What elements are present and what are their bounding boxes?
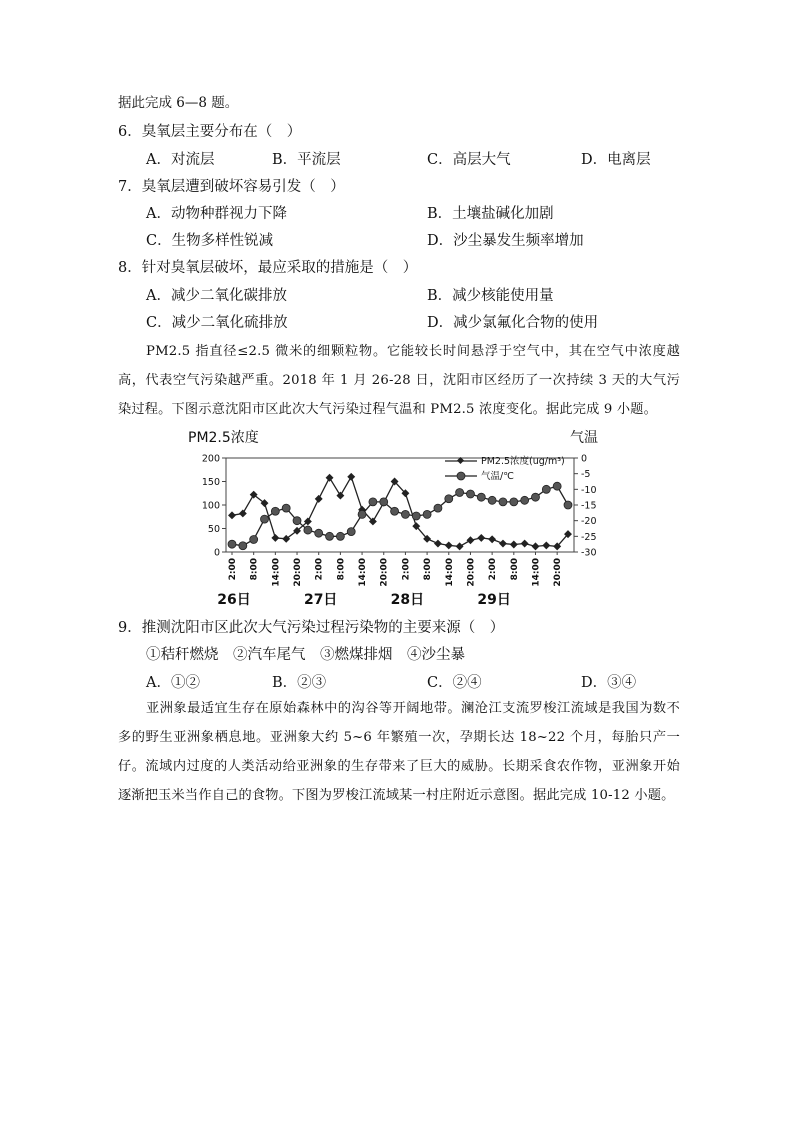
legend-label-pm25: PM2.5浓度(ug/m³) <box>481 456 565 467</box>
left-tick-label: 200 <box>201 453 220 465</box>
left-tick-label: 0 <box>213 547 220 559</box>
question-6-option-c[interactable]: C．高层大气 <box>427 152 511 168</box>
question-7-option-d[interactable]: D．沙尘暴发生频率增加 <box>427 233 584 249</box>
temperature-point <box>434 504 442 512</box>
right-tick-label: -10 <box>581 484 597 496</box>
right-tick-label: 0 <box>581 453 588 465</box>
pm25-point <box>521 540 529 548</box>
temperature-point <box>239 542 247 550</box>
temperature-point <box>499 498 507 506</box>
question-9-stem: 9．推测沈阳市区此次大气污染过程污染物的主要来源（ ） <box>118 620 505 636</box>
pm25-point <box>542 541 550 549</box>
x-tick-label: 20:00 <box>466 558 477 587</box>
right-tick-label: -5 <box>581 469 591 481</box>
question-8-option-a[interactable]: A．减少二氧化碳排放 <box>146 288 287 304</box>
pm25-point <box>228 511 236 519</box>
passage-10-12: 亚洲象最适宜生存在原始森林中的沟谷等开阔地带。澜沧江支流罗梭江流域是我国为数不多的野生亚洲象栖息地。亚洲象大约 5~6 年繁殖一次，孕期长达 18~22 个月，每胎只产一仔。流域内过度的人类活动给亚洲象的生存带来了巨大的威胁。长期采食农作物，亚洲象开始逐渐把玉米当作自己的食物。下图为罗梭江流域某一村庄附近示意图。据此完成 10-12 小题。 <box>118 701 680 803</box>
x-tick-label: 8:00 <box>249 558 260 581</box>
temperature-point <box>369 498 377 506</box>
question-8-option-c[interactable]: C．减少二氧化硫排放 <box>146 315 288 331</box>
left-tick-label: 150 <box>201 477 220 488</box>
pm25-point <box>499 540 507 548</box>
x-tick-label: 14:00 <box>444 558 455 587</box>
right-tick-label: -25 <box>581 531 597 543</box>
x-tick-label: 14:00 <box>358 558 369 587</box>
temperature-point <box>488 496 496 504</box>
pm25-point <box>456 542 464 550</box>
x-tick-label: 2:00 <box>488 558 499 581</box>
temperature-point <box>401 510 409 518</box>
temperature-point <box>358 510 366 518</box>
pm25-point <box>532 542 540 550</box>
question-7-option-a[interactable]: A．动物种群视力下降 <box>146 206 287 222</box>
pm25-point <box>510 541 518 549</box>
x-tick-label: 14:00 <box>271 558 282 587</box>
temperature-point <box>336 532 344 540</box>
pm25-point <box>445 541 453 549</box>
question-8-option-b[interactable]: B．减少核能使用量 <box>427 288 554 304</box>
question-7-stem: 7．臭氧层遭到破坏容易引发（ ） <box>118 179 345 195</box>
pm25-point <box>434 540 442 548</box>
left-axis-title: PM2.5浓度 <box>188 430 259 446</box>
x-tick-label: 8:00 <box>336 558 347 581</box>
pm25-point <box>466 536 474 544</box>
temperature-point <box>510 498 518 506</box>
x-tick-label: 20:00 <box>293 558 304 587</box>
temperature-point <box>456 488 464 496</box>
pm25-point <box>477 534 485 542</box>
temperature-point <box>261 515 269 523</box>
x-tick-label: 20:00 <box>379 558 390 587</box>
question-9-sources: ①秸秆燃烧 ②汽车尾气 ③燃煤排烟 ④沙尘暴 <box>146 647 465 663</box>
x-tick-label: 20:00 <box>553 558 564 587</box>
pm25-point <box>239 510 247 518</box>
temperature-point <box>380 498 388 506</box>
question-6-option-a[interactable]: A．对流层 <box>146 152 215 168</box>
temperature-point <box>423 510 431 518</box>
right-tick-label: -30 <box>581 547 597 559</box>
left-tick-label: 100 <box>201 500 220 512</box>
x-tick-label: 2:00 <box>314 558 325 581</box>
question-7-option-b[interactable]: B．土壤盐碱化加剧 <box>427 206 554 222</box>
x-tick-label: 14:00 <box>531 558 542 587</box>
passage-9: PM2.5 指直径≤2.5 微米的细颗粒物。它能较长时间悬浮于空气中，其在空气中浓度越高，代表空气污染越严重。2018 年 1 月 26-28 日，沈阳市区经历了一次持续 3 天的大气污染过程。下图示意沈阳市区此次大气污染过程气温和 PM2.5 浓度变化。据此完成 9 小题。 <box>118 344 680 417</box>
temperature-point <box>391 507 399 515</box>
x-tick-label: 2:00 <box>401 558 412 581</box>
day-label: 29日 <box>477 592 511 608</box>
temperature-point <box>315 529 323 537</box>
temperature-point <box>477 493 485 501</box>
question-9-option-c[interactable]: C．②④ <box>427 675 482 691</box>
day-label: 26日 <box>217 592 251 608</box>
pm25-temperature-chart <box>188 424 608 614</box>
question-6-option-d[interactable]: D．电离层 <box>581 152 651 168</box>
pm25-point <box>326 474 334 482</box>
question-8-option-d[interactable]: D．减少氯氟化合物的使用 <box>427 315 599 331</box>
pm25-point <box>336 492 344 500</box>
temperature-point <box>347 528 355 536</box>
pm25-point <box>347 473 355 481</box>
temperature-point <box>304 526 312 534</box>
question-9-option-a[interactable]: A．①② <box>146 675 200 691</box>
chart-legend <box>445 455 565 482</box>
left-tick-label: 50 <box>207 524 220 535</box>
x-tick-label: 8:00 <box>509 558 520 581</box>
left-axis-ticks <box>202 454 226 559</box>
temperature-point <box>542 485 550 493</box>
temperature-point <box>326 532 334 540</box>
question-9-option-b[interactable]: B．②③ <box>272 675 327 691</box>
question-9-option-d[interactable]: D．③④ <box>581 675 637 691</box>
intro-6-8: 据此完成 6—8 题。 <box>118 95 239 111</box>
temperature-point <box>445 495 453 503</box>
legend-label-temperature: 气温/℃ <box>481 471 514 482</box>
day-label: 27日 <box>303 592 338 608</box>
temperature-point <box>228 540 236 548</box>
temperature-point <box>553 482 561 490</box>
x-axis-ticks <box>228 552 563 587</box>
pm25-point <box>488 535 496 543</box>
pm25-point <box>271 534 279 542</box>
day-labels <box>217 592 511 608</box>
temperature-point <box>412 512 420 520</box>
question-6-stem: 6．臭氧层主要分布在（ ） <box>118 124 302 140</box>
question-7-option-c[interactable]: C．生物多样性锐减 <box>146 233 274 249</box>
right-axis-ticks <box>574 454 597 559</box>
temperature-point <box>521 496 529 504</box>
x-tick-label: 2:00 <box>228 558 238 581</box>
temperature-point <box>564 501 572 509</box>
series-lines <box>232 477 568 547</box>
pm25-line <box>232 477 568 547</box>
temperature-point <box>531 493 539 501</box>
temperature-point <box>271 507 279 515</box>
temperature-point <box>466 490 474 498</box>
question-6-option-b[interactable]: B．平流层 <box>272 152 341 168</box>
right-tick-label: -15 <box>581 500 597 512</box>
right-axis-title: 气温 <box>570 430 598 446</box>
pm25-point <box>315 495 323 503</box>
temperature-point <box>250 535 258 543</box>
right-tick-label: -20 <box>581 516 597 528</box>
legend-marker-circle <box>457 472 465 480</box>
temperature-line <box>232 486 568 546</box>
day-label: 28日 <box>390 592 425 608</box>
temperature-point <box>293 517 301 525</box>
question-8-stem: 8．针对臭氧层破坏，最应采取的措施是（ ） <box>118 260 418 276</box>
temperature-point <box>282 504 290 512</box>
x-tick-label: 8:00 <box>423 558 434 581</box>
